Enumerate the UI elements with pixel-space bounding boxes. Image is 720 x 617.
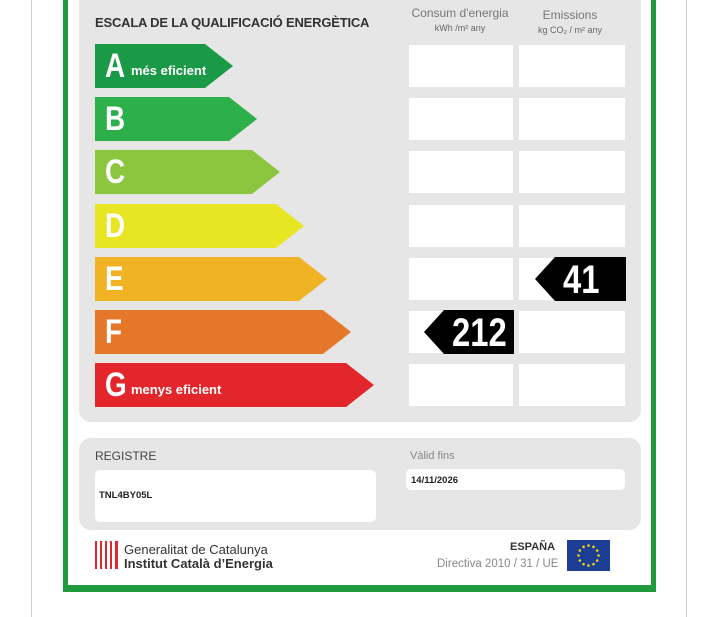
rating-bar-b xyxy=(95,97,257,141)
page-edge-left xyxy=(31,0,32,617)
rating-letter-b: B xyxy=(105,100,126,138)
emissions-marker xyxy=(535,257,626,301)
org-name-line2: Institut Català d’Energia xyxy=(124,556,273,571)
consumption-cell-g xyxy=(409,364,513,406)
rating-letter-c: C xyxy=(105,153,126,191)
emissions-marker-value: 41 xyxy=(563,258,600,302)
eu-flag-icon xyxy=(567,540,610,571)
generalitat-logo-icon xyxy=(95,541,118,569)
consumption-cell-c xyxy=(409,151,513,193)
consumption-column-header xyxy=(405,7,515,35)
page-edge-right xyxy=(686,0,687,617)
registry-value: TNL4BY05L xyxy=(99,490,153,501)
consumption-cell-d xyxy=(409,205,513,247)
consumption-column-title: Consum d'energia xyxy=(411,6,509,20)
org-name-line1: Generalitat de Catalunya xyxy=(124,542,268,557)
rating-letter-a: A xyxy=(105,47,126,85)
emissions-cell-d xyxy=(519,205,625,247)
consumption-cell-b xyxy=(409,98,513,140)
emissions-cell-b xyxy=(519,98,625,140)
rating-note-g: menys eficient xyxy=(131,382,222,397)
rating-bar-g xyxy=(95,363,374,407)
rating-letter-g: G xyxy=(105,366,127,404)
rating-bar-d xyxy=(95,204,304,248)
scale-title: ESCALA DE LA QUALIFICACIÓ ENERGÈTICA xyxy=(95,15,370,30)
rating-letter-f: F xyxy=(105,313,123,351)
consumption-column-unit: kWh /m² any xyxy=(434,23,486,33)
directive-label: Directiva 2010 / 31 / UE xyxy=(437,558,559,570)
registry-label: REGISTRE xyxy=(95,449,157,463)
emissions-cell-g xyxy=(519,364,625,406)
rating-note-a: més eficient xyxy=(131,63,207,78)
rating-bar-e xyxy=(95,257,327,301)
consumption-cell-e xyxy=(409,258,513,300)
valid-until-label: Vàlid fins xyxy=(410,450,455,462)
rating-bar-a xyxy=(95,44,233,88)
rating-letter-d: D xyxy=(105,207,126,245)
emissions-column-title: Emissions xyxy=(542,8,598,22)
consumption-marker xyxy=(424,310,514,354)
emissions-cell-a xyxy=(519,45,625,87)
consumption-marker-value: 212 xyxy=(452,311,507,355)
emissions-cell-f xyxy=(519,311,625,353)
country-label: ESPAÑA xyxy=(510,541,556,553)
rating-letter-e: E xyxy=(105,260,124,298)
rating-bar-c xyxy=(95,150,280,194)
consumption-cell-a xyxy=(409,45,513,87)
emissions-column-header xyxy=(515,9,625,37)
emissions-cell-c xyxy=(519,151,625,193)
emissions-column-unit: kg CO₂ / m² any xyxy=(537,25,602,35)
valid-until-value: 14/11/2026 xyxy=(411,475,459,486)
rating-bar-f xyxy=(95,310,351,354)
